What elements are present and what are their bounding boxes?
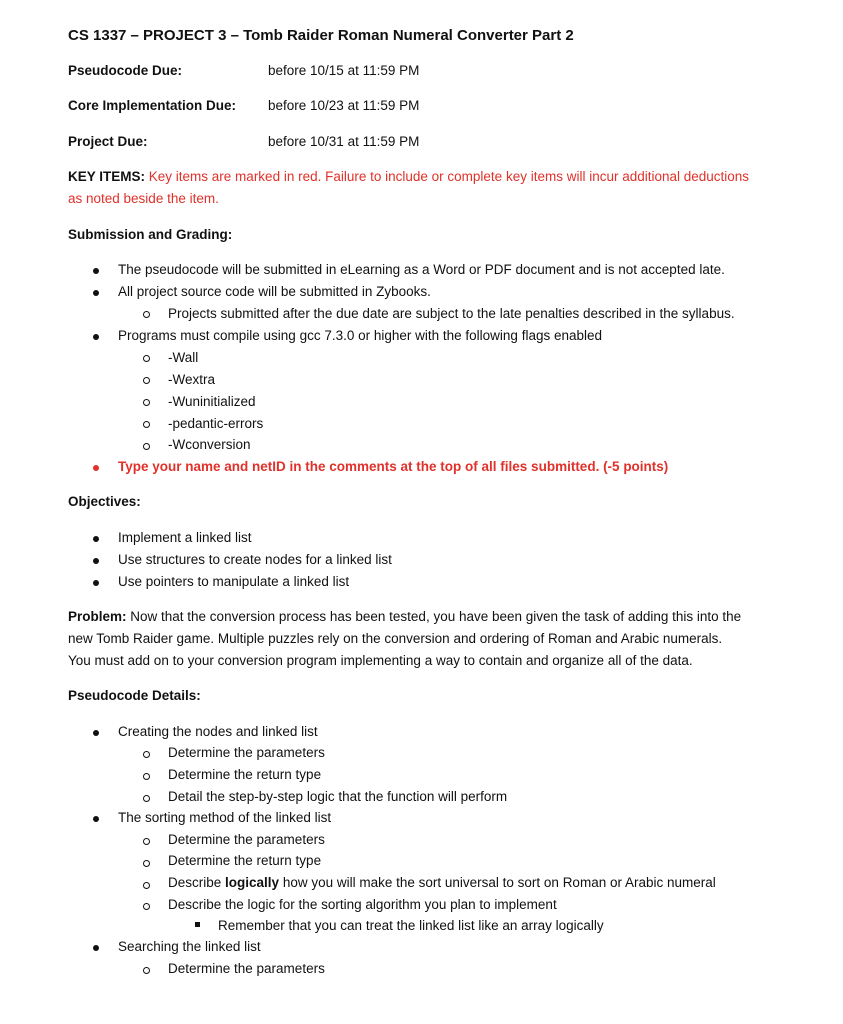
flag-item: -Wconversion <box>168 437 251 452</box>
project-due-label: Project Due: <box>68 134 148 149</box>
details-sub-item: Determine the parameters <box>168 745 325 760</box>
circle-bullet-icon <box>143 903 150 910</box>
problem-text: Now that the conversion process has been tested, you have been given the task of adding this into the <box>126 609 742 624</box>
pseudocode-due-date: before 10/15 at 11:59 PM <box>268 63 420 78</box>
submission-heading: Submission and Grading: <box>68 227 233 242</box>
circle-bullet-icon <box>143 795 150 802</box>
core-due-label: Core Implementation Due: <box>68 98 237 113</box>
details-item-3: Searching the linked list <box>118 939 261 954</box>
details-item-1: Creating the nodes and linked list <box>118 724 318 739</box>
key-items-label: KEY ITEMS: <box>68 169 146 184</box>
details-sub-sub-item: Remember that you can treat the linked list like an array logically <box>218 918 604 933</box>
sort-text-post: how you will make the sort universal to sort on Roman or Arabic numeral <box>279 875 716 890</box>
flag-item: -pedantic-errors <box>168 416 264 431</box>
red-bullet-icon <box>93 465 99 471</box>
submission-item-2-sub: Projects submitted after the due date are subject to the late penalties described in the syllabus. <box>168 306 735 321</box>
problem-line2: new Tomb Raider game. Multiple puzzles rely on the conversion and ordering of Roman and Arabic numerals. <box>68 631 723 646</box>
key-items-line1 <box>68 169 749 184</box>
bullet-icon <box>93 536 99 542</box>
bullet-icon <box>93 334 99 340</box>
circle-bullet-icon <box>143 882 150 889</box>
details-item-2: The sorting method of the linked list <box>118 810 332 825</box>
square-bullet-icon <box>195 922 200 927</box>
circle-bullet-icon <box>143 838 150 845</box>
objective-item: Use structures to create nodes for a linked list <box>118 552 392 567</box>
circle-bullet-icon <box>143 355 150 362</box>
pseudocode-due-label: Pseudocode Due: <box>68 63 183 78</box>
sort-text-bold: logically <box>225 875 280 890</box>
bullet-icon <box>93 268 99 274</box>
details-sub-item: Determine the return type <box>168 853 322 868</box>
bullet-icon <box>93 290 99 296</box>
circle-bullet-icon <box>143 443 150 450</box>
key-items-line2: as noted beside the item. <box>68 191 219 206</box>
circle-bullet-icon <box>143 751 150 758</box>
flag-item: -Wuninitialized <box>168 394 256 409</box>
objective-item: Use pointers to manipulate a linked list <box>118 574 350 589</box>
submission-item-2: All project source code will be submitted in Zybooks. <box>118 284 431 299</box>
project-due-date: before 10/31 at 11:59 PM <box>268 134 420 149</box>
circle-bullet-icon <box>143 773 150 780</box>
submission-key-item: Type your name and netID in the comments at the top of all files submitted. (-5 points) <box>118 459 669 474</box>
pseudocode-details-heading: Pseudocode Details: <box>68 688 201 703</box>
bullet-icon <box>93 580 99 586</box>
bullet-icon <box>93 945 99 951</box>
circle-bullet-icon <box>143 399 150 406</box>
bullet-icon <box>93 558 99 564</box>
submission-item-1: The pseudocode will be submitted in eLearning as a Word or PDF document and is not accepted late. <box>118 262 725 277</box>
circle-bullet-icon <box>143 377 150 384</box>
bullet-icon <box>93 730 99 736</box>
sort-text-pre: Describe <box>168 875 226 890</box>
key-items-text: Key items are marked in red. Failure to include or complete key items will incur additional deductions <box>148 169 750 184</box>
details-sub-item-sort <box>168 875 716 890</box>
details-sub-item: Determine the return type <box>168 767 322 782</box>
problem-line3: You must add on to your conversion program implementing a way to contain and organize all of the data. <box>68 653 693 668</box>
circle-bullet-icon <box>143 421 150 428</box>
circle-bullet-icon <box>143 311 150 318</box>
problem-line1 <box>68 609 741 624</box>
document-title: CS 1337 – PROJECT 3 – Tomb Raider Roman Numeral Converter Part 2 <box>68 27 574 44</box>
objective-item: Implement a linked list <box>118 530 252 545</box>
details-sub-item: Determine the parameters <box>168 961 325 976</box>
flag-item: -Wextra <box>168 372 216 387</box>
details-sub-item: Describe the logic for the sorting algorithm you plan to implement <box>168 897 557 912</box>
objectives-heading: Objectives: <box>68 494 141 509</box>
circle-bullet-icon <box>143 967 150 974</box>
details-sub-item: Detail the step-by-step logic that the function will perform <box>168 789 508 804</box>
core-due-date: before 10/23 at 11:59 PM <box>268 98 420 113</box>
circle-bullet-icon <box>143 860 150 867</box>
bullet-icon <box>93 816 99 822</box>
details-sub-item: Determine the parameters <box>168 832 325 847</box>
flag-item: -Wall <box>168 350 199 365</box>
submission-item-3: Programs must compile using gcc 7.3.0 or higher with the following flags enabled <box>118 328 603 343</box>
problem-label: Problem: <box>68 609 127 624</box>
